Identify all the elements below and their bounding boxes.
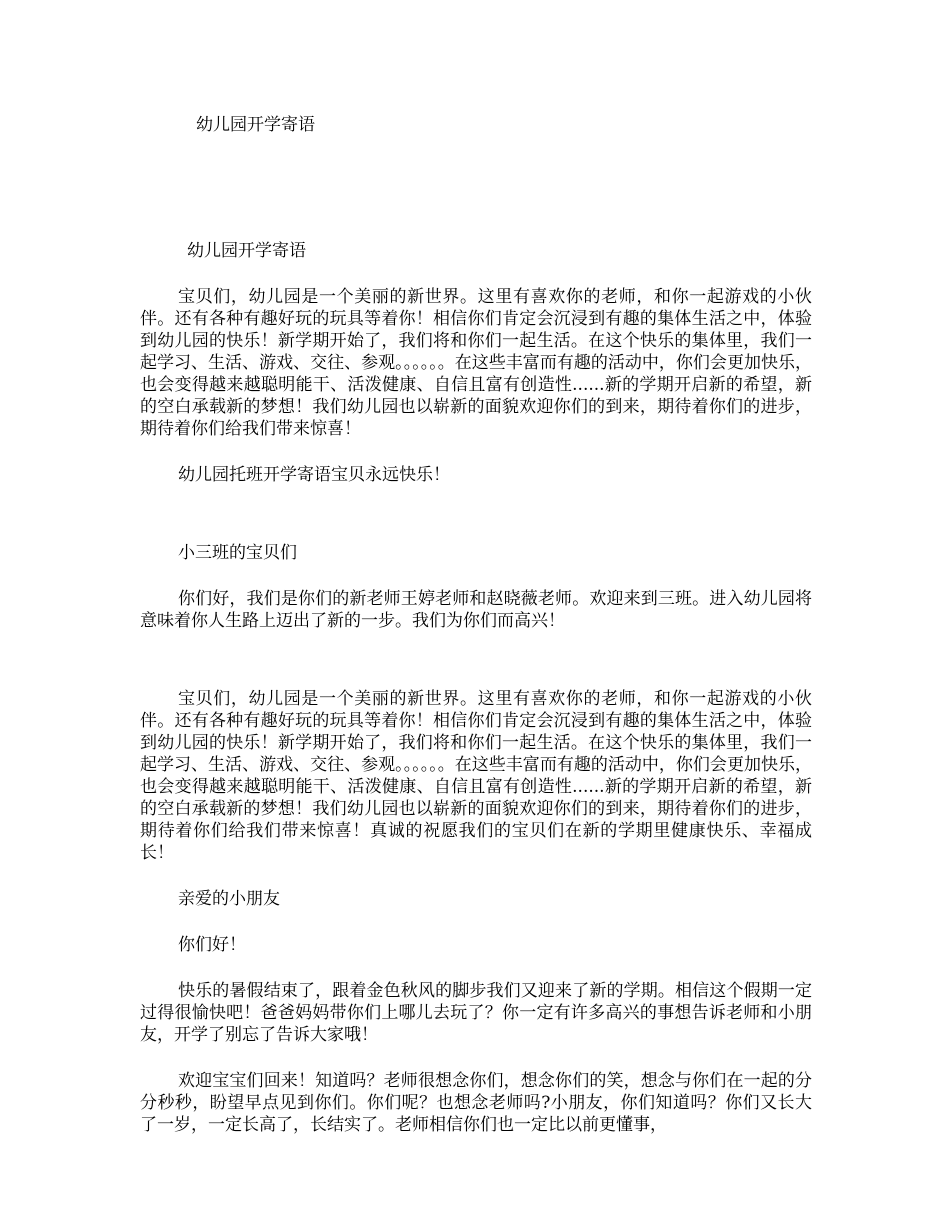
document-body [140, 240, 812, 1136]
paragraph-welcome-repeat: 宝贝们，幼儿园是一个美丽的新世界。这里有喜欢你的老师，和你一起游戏的小伙伴。还有各种有趣好玩的玩具等着你！相信你们肯定会沉浸到有趣的集体生活之中，体验到幼儿园的快乐！新学期开始了，我们将和你们一起生活。在这个快乐的集体里，我们一起学习、生活、游戏、交往、参观。。。。。。在这些丰富而有趣的活动中，你们会更加快乐，也会变得越来越聪明能干、活泼健康、自信且富有创造性......新的学期开启新的希望，新的空白承载新的梦想！我们幼儿园也以崭新的面貌欢迎你们的到来，期待着你们的进步，期待着你们给我们带来惊喜！真诚的祝愿我们的宝贝们在新的学期里健康快乐、幸福成长！ [140, 689, 812, 863]
document-title: 幼儿园开学寄语 [196, 115, 315, 135]
document-subtitle: 幼儿园开学寄语 [187, 241, 306, 261]
line-hello: 你们好！ [178, 935, 246, 955]
line-tuoban: 幼儿园托班开学寄语宝贝永远快乐！ [178, 465, 450, 485]
paragraph-teachers: 你们好，我们是你们的新老师王婷老师和赵晓薇老师。欢迎来到三班。进入幼儿园将意味着你人生路上迈出了新的一步。我们为你们而高兴！ [140, 589, 812, 631]
paragraph-welcome-back: 欢迎宝宝们回来！知道吗？老师很想念你们，想念你们的笑，想念与你们在一起的分分秒秒，盼望早点见到你们。你们呢？也想念老师吗?小朋友，你们知道吗？你们又长大了一岁，一定长高了，长结实了。老师相信你们也一定比以前更懂事， [140, 1071, 812, 1135]
line-class-greeting: 小三班的宝贝们 [178, 543, 297, 563]
paragraph-welcome: 宝贝们，幼儿园是一个美丽的新世界。这里有喜欢你的老师，和你一起游戏的小伙伴。还有各种有趣好玩的玩具等着你！相信你们肯定会沉浸到有趣的集体生活之中，体验到幼儿园的快乐！新学期开始了，我们将和你们一起生活。在这个快乐的集体里，我们一起学习、生活、游戏、交往、参观。。。。。。在这些丰富而有趣的活动中，你们会更加快乐，也会变得越来越聪明能干、活泼健康、自信且富有创造性......新的学期开启新的希望，新的空白承载新的梦想！我们幼儿园也以崭新的面貌欢迎你们的到来，期待着你们的进步，期待着你们给我们带来惊喜！ [140, 287, 812, 439]
line-dear-friends: 亲爱的小朋友 [178, 889, 280, 909]
paragraph-summer: 快乐的暑假结束了，跟着金色秋风的脚步我们又迎来了新的学期。相信这个假期一定过得很愉快吧！爸爸妈妈带你们上哪儿去玩了？你一定有许多高兴的事想告诉老师和小朋友，开学了别忘了告诉大家哦！ [140, 981, 812, 1045]
